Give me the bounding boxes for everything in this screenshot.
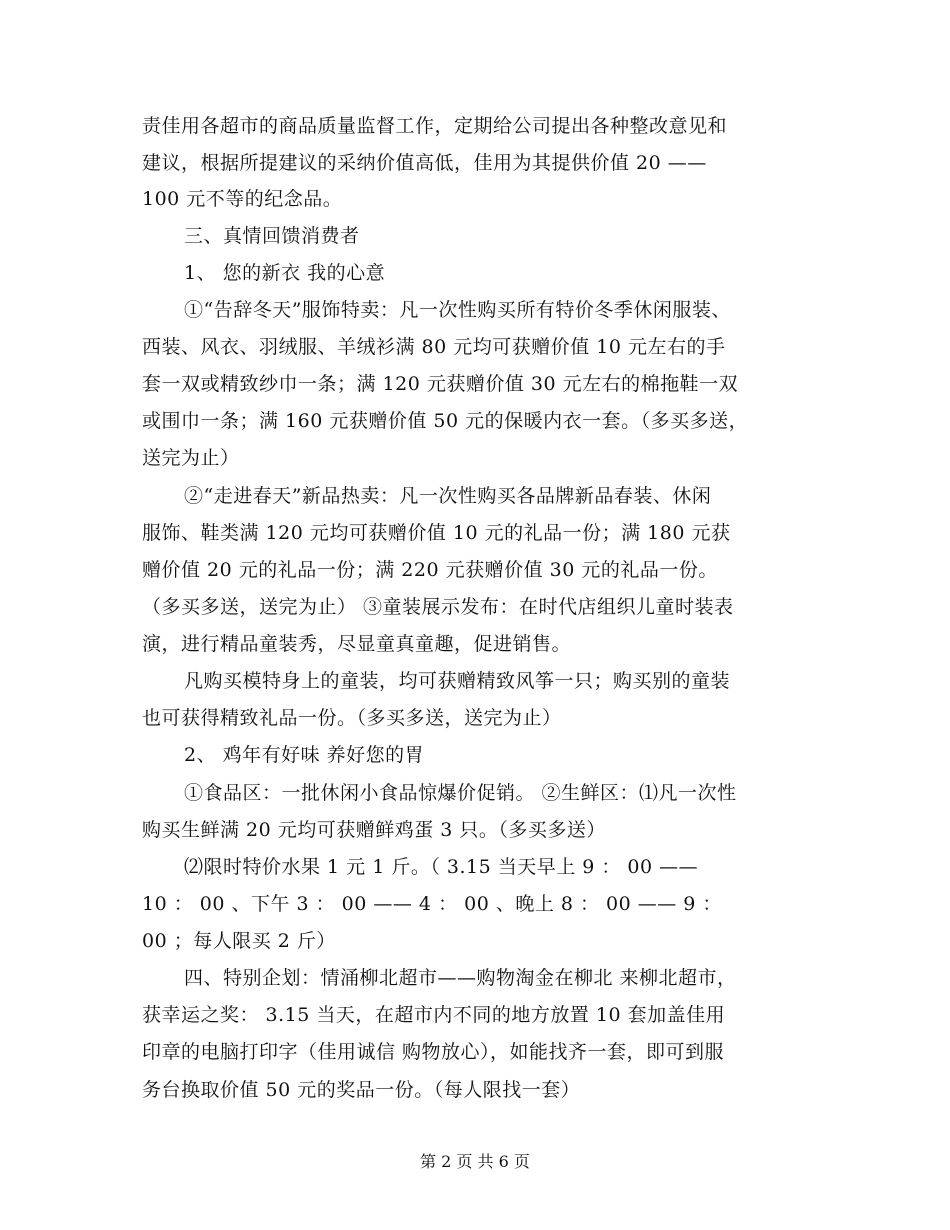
paragraph-line: ②“走进春天”新品热卖：凡一次性购买各品牌新品春装、休闲 xyxy=(184,485,712,507)
paragraph-line: 也可获得精致礼品一份。（多买多送，送完为止） xyxy=(142,707,562,729)
paragraph-line: 服饰、鞋类满 120 元均可获赠价值 10 元的礼品一份；满 180 元获 xyxy=(142,522,731,544)
paragraph-line: 10 ： 00 、下午 3 ： 00 —— 4 ： 00 、晚上 8 ： 00 —— 9 ： xyxy=(142,893,722,915)
paragraph-line: ①“告辞冬天”服饰特卖：凡一次性购买所有特价冬季休闲服装、 xyxy=(184,299,731,321)
paragraph-line: 100 元不等的纪念品。 xyxy=(142,188,343,210)
paragraph-line: （多买多送，送完为止） ③童装展示发布：在时代店组织儿童时装表 xyxy=(142,596,734,618)
paragraph-line: 套一双或精致纱巾一条；满 120 元获赠价值 30 元左右的棉拖鞋一双 xyxy=(142,373,739,395)
paragraph-line: 送完为止） xyxy=(142,447,240,469)
paragraph-line: 务台换取价值 50 元的奖品一份。（每人限找一套） xyxy=(142,1079,581,1101)
paragraph-line: 00 ；每人限买 2 斤） xyxy=(142,930,336,952)
paragraph-line: 演，进行精品童装秀，尽显童真童趣，促进销售。 xyxy=(142,633,572,655)
subsection-heading: 2、 鸡年有好味 养好您的胃 xyxy=(184,744,425,766)
paragraph-line: 西装、风衣、羽绒服、羊绒衫满 80 元均可获赠价值 10 元左右的手 xyxy=(142,336,726,358)
section-heading: 三、真情回馈消费者 xyxy=(184,225,360,247)
paragraph-line: 赠价值 20 元的礼品一份；满 220 元获赠价值 30 元的礼品一份。 xyxy=(142,559,718,581)
section-heading: 四、特别企划：情涌柳北超市——购物淘金在柳北 来柳北超市， xyxy=(184,967,737,989)
paragraph-line: 印章的电脑打印字（佳用诚信 购物放心），如能找齐一套，即可到服 xyxy=(142,1041,725,1063)
page-number-footer: 第 2 页 共 6 页 xyxy=(420,1152,530,1171)
subsection-heading: 1、 您的新衣 我的心意 xyxy=(184,262,386,284)
paragraph-line: 或围巾一条；满 160 元获赠价值 50 元的保暖内衣一套。（多买多送， xyxy=(142,410,749,432)
paragraph-line: 建议，根据所提建议的采纳价值高低，佳用为其提供价值 20 —— xyxy=(142,152,707,174)
paragraph-line: 责佳用各超市的商品质量监督工作，定期给公司提出各种整改意见和 xyxy=(142,115,728,137)
paragraph-line: ⑵限时特价水果 1 元 1 斤。（ 3.15 当天早上 9 ： 00 —— xyxy=(184,856,699,878)
paragraph-line: 获幸运之奖： 3.15 当天，在超市内不同的地方放置 10 套加盖佳用 xyxy=(142,1004,726,1026)
paragraph-line: ①食品区：一批休闲小食品惊爆价促销。 ②生鲜区：⑴凡一次性 xyxy=(184,782,737,804)
paragraph-line: 购买生鲜满 20 元均可获赠鲜鸡蛋 3 只。（多买多送） xyxy=(142,819,606,841)
paragraph-line: 凡购买模特身上的童装，均可获赠精致风筝一只；购买别的童装 xyxy=(184,670,731,692)
